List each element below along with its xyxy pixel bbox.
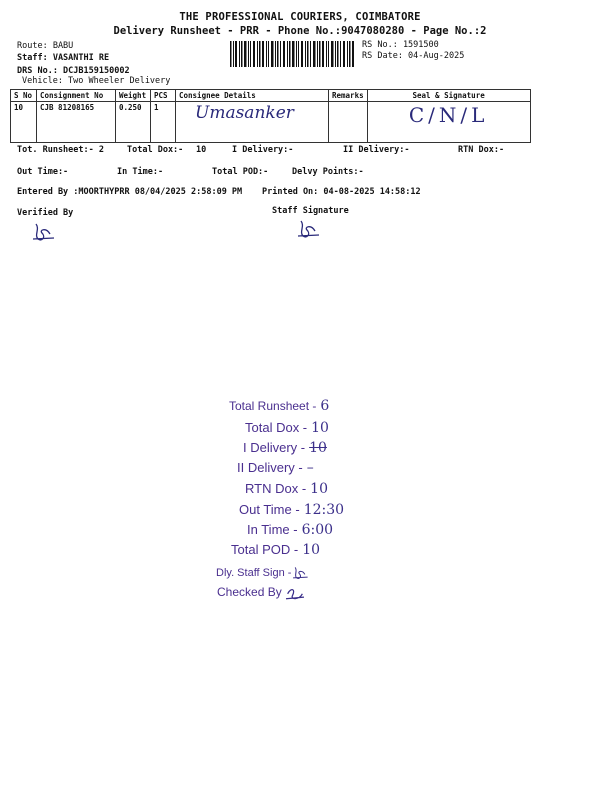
cell-remarks [329, 102, 368, 143]
stamp-label: Dly. Staff Sign - [216, 566, 292, 579]
verified-signature-image [30, 221, 56, 243]
stamp-line-out-time [239, 502, 344, 518]
stamp-label: Total POD - [231, 542, 299, 557]
header-consignment: Consignment No [37, 90, 116, 102]
header-pcs: PCS [151, 90, 176, 102]
rs-number: RS No.: 1591500 [362, 40, 439, 50]
consignee-handwriting: Umasanker [195, 103, 294, 123]
staff-signature-label: Staff Signature [272, 206, 349, 216]
stamp-line-runsheet [229, 398, 329, 414]
i-delivery-label: I Delivery:- [232, 145, 294, 155]
stamp-label: Total Runsheet - [229, 399, 317, 413]
entered-by: Entered By :MOORTHYPRR 08/04/2025 2:58:09 PM [17, 187, 243, 197]
route-label: Route: BABU [17, 41, 74, 51]
table-row [11, 102, 531, 143]
stamp-line-rtn-dox [245, 481, 328, 497]
staff-signature-image [295, 218, 321, 240]
stamp-staff-signature-image [291, 565, 309, 581]
stamp-label: I Delivery - [243, 440, 306, 455]
stamp-value: 6 [320, 398, 330, 414]
cell-weight: 0.250 [116, 102, 151, 143]
stamp-line-i-delivery [243, 440, 327, 456]
delvy-points-label: Delvy Points:- [292, 167, 364, 177]
cell-pcs: 1 [151, 102, 176, 143]
stamp-checked-signature-image [282, 584, 308, 602]
verified-by-label: Verified By [17, 208, 74, 218]
header-seal: Seal & Signature [367, 90, 530, 102]
stamp-label: II Delivery - [237, 460, 303, 475]
stamp-line-in-time [247, 522, 333, 538]
out-time-label: Out Time:- [17, 167, 69, 177]
stamp-label: RTN Dox - [245, 481, 307, 496]
runsheet-subtitle: Delivery Runsheet - PRR - Phone No.:9047080280 - Page No.:2 [113, 25, 487, 37]
stamp-line-checked-by [217, 584, 308, 602]
in-time-label: In Time:- [117, 167, 164, 177]
total-dox-label: Total Dox:- [127, 145, 184, 155]
drs-label: DRS No.: DCJB159150002 [17, 66, 130, 76]
barcode-image [230, 41, 355, 67]
stamp-label: In Time - [247, 522, 298, 537]
stamp-value: 10 [311, 420, 329, 436]
stamp-value: – [306, 460, 314, 476]
stamp-value: 10 [302, 542, 321, 558]
stamp-line-staff-sign [216, 565, 309, 581]
stamp-value: 10 [309, 440, 327, 456]
stamp-label: Out Time - [239, 502, 300, 517]
total-dox-value: 10 [196, 145, 207, 155]
table-header-row [11, 90, 531, 102]
staff-label: Staff: VASANTHI RE [17, 53, 110, 63]
runsheet-table [10, 89, 531, 143]
header-sno: S No [11, 90, 37, 102]
rs-date: RS Date: 04-Aug-2025 [362, 51, 465, 61]
vehicle-label: Vehicle: Two Wheeler Delivery [22, 76, 171, 86]
stamp-value: 10 [310, 481, 328, 497]
header-consignee: Consignee Details [176, 90, 329, 102]
tot-runsheet: Tot. Runsheet:- 2 [17, 145, 104, 155]
cell-consignment: CJB 81208165 [37, 102, 116, 143]
stamp-line-total-dox [245, 420, 329, 436]
printed-on: Printed On: 04-08-2025 14:58:12 [262, 187, 421, 197]
cell-sno: 10 [11, 102, 37, 143]
rtn-dox-label: RTN Dox:- [458, 145, 505, 155]
header-remarks: Remarks [329, 90, 368, 102]
stamp-value: 6:00 [301, 522, 334, 538]
company-title: THE PROFESSIONAL COURIERS, COIMBATORE [179, 11, 421, 23]
seal-handwriting: C/N/L [408, 103, 489, 127]
stamp-label: Total Dox - [245, 420, 308, 435]
header-weight: Weight [116, 90, 151, 102]
stamp-line-total-pod [231, 542, 320, 558]
ii-delivery-label: II Delivery:- [343, 145, 410, 155]
stamp-line-ii-delivery [237, 460, 314, 476]
stamp-label: Checked By [217, 585, 282, 600]
total-pod-label: Total POD:- [212, 167, 269, 177]
stamp-value: 12:30 [303, 502, 345, 518]
